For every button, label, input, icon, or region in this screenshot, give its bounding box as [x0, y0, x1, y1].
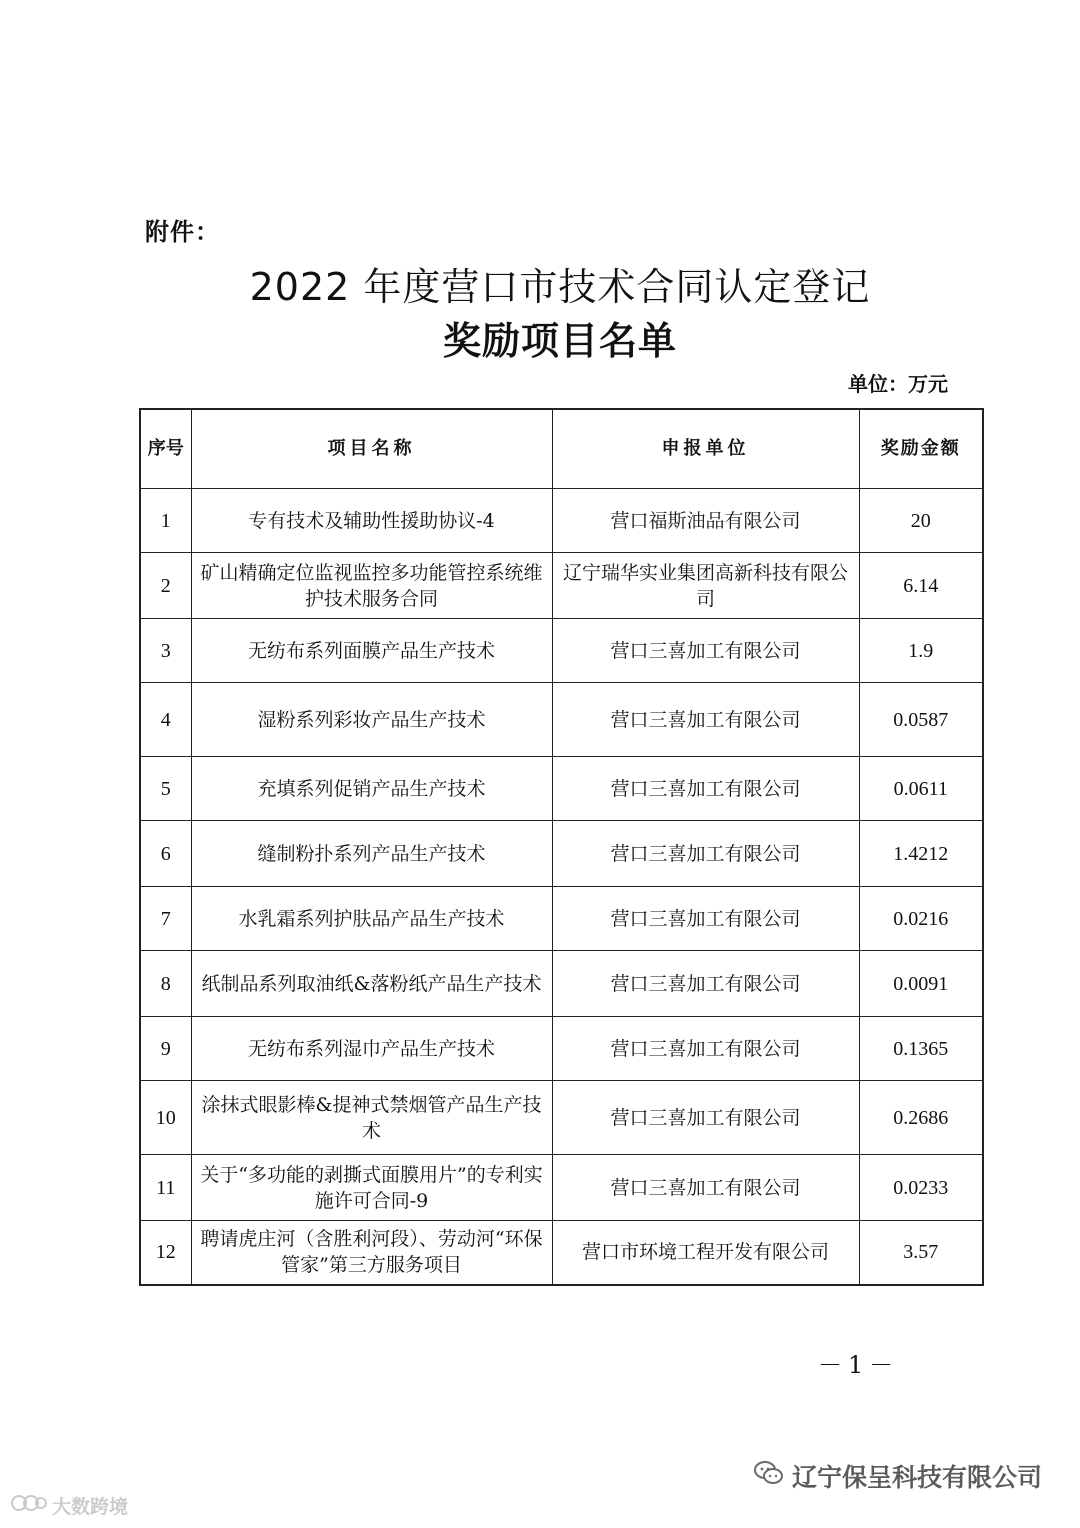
applicant-unit-cell: 营口三喜加工有限公司 [552, 1081, 859, 1155]
table-row [140, 1221, 983, 1285]
applicant-unit-cell: 营口三喜加工有限公司 [552, 951, 859, 1017]
watermark-left [10, 1492, 128, 1519]
brand-logo-icon [10, 1492, 48, 1519]
project-name-cell: 无纺布系列面膜产品生产技术 [191, 619, 552, 683]
column-header-amount: 奖励金额 [859, 409, 983, 489]
applicant-unit-cell: 营口三喜加工有限公司 [552, 683, 859, 757]
row-number-cell: 12 [140, 1221, 191, 1285]
applicant-unit-cell: 营口三喜加工有限公司 [552, 619, 859, 683]
project-name-cell: 无纺布系列湿巾产品生产技术 [191, 1017, 552, 1081]
applicant-unit-cell: 营口三喜加工有限公司 [552, 1155, 859, 1221]
row-number-cell: 7 [140, 887, 191, 951]
table-header-row [140, 409, 983, 489]
table-row [140, 1017, 983, 1081]
row-number-cell: 11 [140, 1155, 191, 1221]
project-name-cell: 水乳霜系列护肤品产品生产技术 [191, 887, 552, 951]
table-row [140, 887, 983, 951]
table-row [140, 821, 983, 887]
project-name-cell: 纸制品系列取油纸&落粉纸产品生产技术 [191, 951, 552, 1017]
column-header-unit: 申报单位 [552, 409, 859, 489]
table-row [140, 1081, 983, 1155]
award-amount-cell: 1.4212 [859, 821, 983, 887]
award-amount-cell: 3.57 [859, 1221, 983, 1285]
wechat-icon [754, 1460, 784, 1492]
page-number: －1－ [818, 1351, 900, 1379]
award-amount-cell: 0.0233 [859, 1155, 983, 1221]
column-header-no: 序号 [140, 409, 191, 489]
document-subtitle: 奖励项目名单 [442, 319, 677, 363]
applicant-unit-cell: 营口三喜加工有限公司 [552, 757, 859, 821]
table-row [140, 553, 983, 619]
attachment-label: 附件： [145, 218, 220, 246]
award-amount-cell: 6.14 [859, 553, 983, 619]
award-amount-cell: 0.0216 [859, 887, 983, 951]
applicant-unit-cell: 营口三喜加工有限公司 [552, 887, 859, 951]
project-name-cell: 湿粉系列彩妆产品生产技术 [191, 683, 552, 757]
award-table [139, 408, 984, 1286]
row-number-cell: 1 [140, 489, 191, 553]
table-row [140, 757, 983, 821]
award-amount-cell: 0.0091 [859, 951, 983, 1017]
project-name-cell: 涂抹式眼影棒&提神式禁烟管产品生产技术 [191, 1081, 552, 1155]
document-title: 2022 年度营口市技术合同认定登记 [249, 265, 871, 309]
award-amount-cell: 0.0587 [859, 683, 983, 757]
applicant-unit-cell: 辽宁瑞华实业集团高新科技有限公司 [552, 553, 859, 619]
award-amount-cell: 0.1365 [859, 1017, 983, 1081]
applicant-unit-cell: 营口三喜加工有限公司 [552, 821, 859, 887]
project-name-cell: 关于“多功能的剥撕式面膜用片”的专利实施许可合同-9 [191, 1155, 552, 1221]
column-header-name: 项目名称 [191, 409, 552, 489]
applicant-unit-cell: 营口市环境工程开发有限公司 [552, 1221, 859, 1285]
row-number-cell: 8 [140, 951, 191, 1017]
row-number-cell: 5 [140, 757, 191, 821]
row-number-cell: 4 [140, 683, 191, 757]
unit-label: 单位：万元 [848, 372, 948, 396]
project-name-cell: 矿山精确定位监视监控多功能管控系统维护技术服务合同 [191, 553, 552, 619]
row-number-cell: 2 [140, 553, 191, 619]
table-row [140, 489, 983, 553]
watermark-right-text: 辽宁保呈科技有限公司 [791, 1463, 1042, 1492]
applicant-unit-cell: 营口福斯油品有限公司 [552, 489, 859, 553]
row-number-cell: 9 [140, 1017, 191, 1081]
project-name-cell: 缝制粉扑系列产品生产技术 [191, 821, 552, 887]
project-name-cell: 充填系列促销产品生产技术 [191, 757, 552, 821]
watermark-left-text: 大数跨境 [52, 1496, 129, 1518]
award-amount-cell: 20 [859, 489, 983, 553]
table-row [140, 683, 983, 757]
award-amount-cell: 0.0611 [859, 757, 983, 821]
row-number-cell: 6 [140, 821, 191, 887]
row-number-cell: 3 [140, 619, 191, 683]
row-number-cell: 10 [140, 1081, 191, 1155]
project-name-cell: 专有技术及辅助性援助协议-4 [191, 489, 552, 553]
award-amount-cell: 0.2686 [859, 1081, 983, 1155]
applicant-unit-cell: 营口三喜加工有限公司 [552, 1017, 859, 1081]
table-row [140, 619, 983, 683]
watermark-right [754, 1458, 1042, 1494]
table-row [140, 1155, 983, 1221]
table-row [140, 951, 983, 1017]
award-amount-cell: 1.9 [859, 619, 983, 683]
project-name-cell: 聘请虎庄河（含胜利河段）、劳动河“环保管家”第三方服务项目 [191, 1221, 552, 1285]
